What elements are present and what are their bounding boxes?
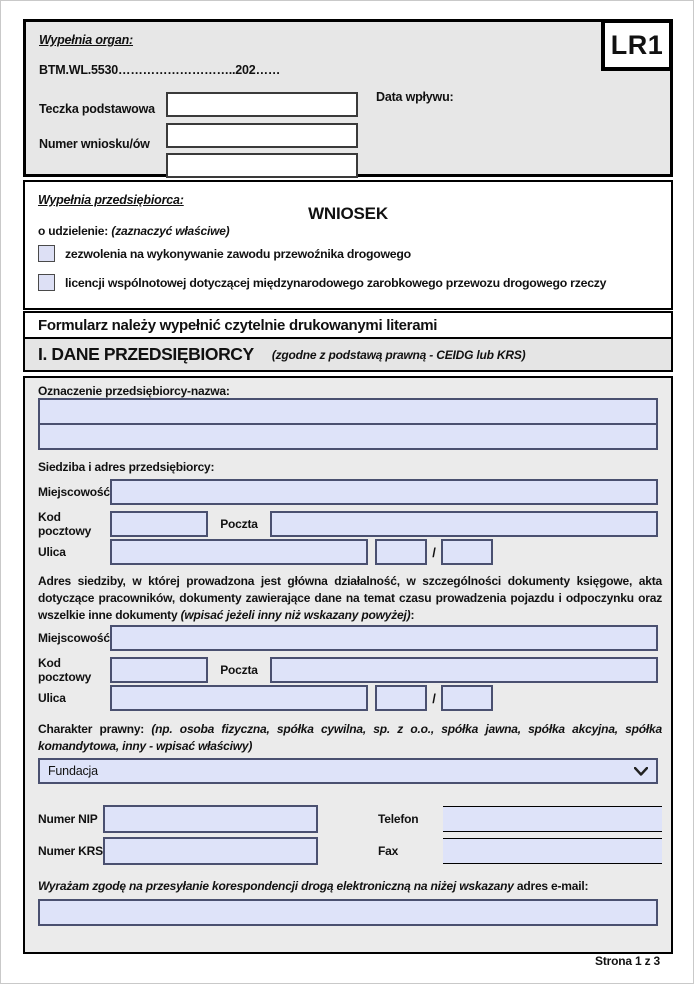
numer-wniosku-label: Numer wniosku/ów <box>39 137 150 151</box>
siedziba-heading: Siedziba i adres przedsiębiorcy: <box>38 460 215 474</box>
wniosek-section <box>23 180 673 310</box>
miejscowosc-label: Miejscowość <box>38 631 110 645</box>
telefon-label: Telefon <box>378 812 419 826</box>
address1-number-separator: / <box>432 544 436 560</box>
ulica-label: Ulica <box>38 691 66 705</box>
email-consent-bold: adres e-mail: <box>516 879 589 893</box>
licencja-checkbox[interactable] <box>38 274 55 291</box>
numer-nip-label: Numer NIP <box>38 812 98 826</box>
reference-number: BTM.WL.5530………………………..202…… <box>39 63 281 77</box>
address2-poczta-input[interactable] <box>270 657 658 683</box>
address2-kod-input[interactable] <box>110 657 208 683</box>
charakter-prawny-label: Charakter prawny: <box>38 722 152 736</box>
charakter-prawny-intro <box>38 721 662 755</box>
checkbox-row-licencja <box>38 274 606 291</box>
address1-miejscowosc-row <box>38 479 658 505</box>
address2-miejscowosc-input[interactable] <box>110 625 658 651</box>
section1-title: I. DANE PRZEDSIĘBIORCY <box>38 344 254 364</box>
telefon-input[interactable] <box>443 806 662 832</box>
chevron-down-icon <box>634 767 648 776</box>
address2-intro-suffix: : <box>410 608 415 623</box>
address1-nr-domu-input[interactable] <box>375 539 427 565</box>
miejscowosc-label: Miejscowość <box>38 485 110 499</box>
email-input[interactable] <box>38 899 658 926</box>
krs-fax-row <box>38 837 662 865</box>
address1-poczta-input[interactable] <box>270 511 658 537</box>
section1-title-note: (zgodne z podstawą prawną - CEIDG lub KRS) <box>271 347 526 362</box>
teczka-podstawowa-input[interactable] <box>166 92 358 117</box>
organ-section <box>23 19 673 177</box>
fax-label: Fax <box>378 844 399 858</box>
zezwolenie-checkbox-label: zezwolenia na wykonywanie zawodu przewoźnika drogowego <box>65 246 411 261</box>
poczta-label: Poczta <box>220 663 258 677</box>
kod-pocztowy-label: Kod pocztowy <box>38 510 92 538</box>
nazwa-input-divider <box>40 423 656 425</box>
form-code-label: LR1 <box>610 29 664 60</box>
address2-nr-domu-input[interactable] <box>375 685 427 711</box>
lr1-form <box>23 19 673 954</box>
data-wplywu-label: Data wpływu: <box>376 90 454 104</box>
wniosek-heading: WNIOSEK <box>308 204 388 223</box>
nip-telefon-row <box>38 805 662 833</box>
o-udzielenie-label: o udzielenie: <box>38 224 109 238</box>
numer-nip-input[interactable] <box>103 805 318 833</box>
address1-miejscowosc-input[interactable] <box>110 479 658 505</box>
form-code-badge <box>601 19 673 71</box>
ulica-label: Ulica <box>38 545 66 559</box>
o-udzielenie-line <box>38 224 229 238</box>
nazwa-input[interactable] <box>38 398 658 450</box>
przedsiebiorca-section-title: Wypełnia przedsiębiorca: <box>38 193 184 207</box>
page-indicator: Strona 1 z 3 <box>595 954 660 968</box>
zezwolenie-checkbox[interactable] <box>38 245 55 262</box>
charakter-prawny-select[interactable] <box>38 758 658 784</box>
address2-nr-lokalu-input[interactable] <box>441 685 493 711</box>
address2-miejscowosc-row <box>38 625 658 651</box>
teczka-podstawowa-label: Teczka podstawowa <box>39 102 155 116</box>
address2-ulica-input[interactable] <box>110 685 368 711</box>
licencja-checkbox-label: licencji wspólnotowej dotyczącej międzynarodowego zarobkowego przewozu drogowego rzeczy <box>65 275 607 290</box>
address2-intro <box>38 573 662 624</box>
instruction-text: Formularz należy wypełnić czytelnie drukowanymi literami <box>38 316 438 334</box>
address2-intro-main: Adres siedziby, w której prowadzona jest główna działalność, w szczególności dokumenty księgowe, akta dotyczące pracowników, dokumenty zawierające dane na temat czasu prowadzenia pojazdu i odpoczynku oraz wszelkie inne dokumenty <box>38 574 662 623</box>
numer-krs-input[interactable] <box>103 837 318 865</box>
address1-ulica-row <box>38 539 658 565</box>
section1-body <box>23 376 673 954</box>
address2-number-separator: / <box>432 690 436 706</box>
kod-pocztowy-label: Kod pocztowy <box>38 656 92 684</box>
checkbox-row-zezwolenie <box>38 245 411 262</box>
charakter-prawny-selected-value: Fundacja <box>48 764 98 778</box>
address2-ulica-row <box>38 685 658 711</box>
numer-krs-label: Numer KRS <box>38 844 103 858</box>
address1-ulica-input[interactable] <box>110 539 368 565</box>
numer-wniosku-input-1[interactable] <box>166 123 358 148</box>
fax-input[interactable] <box>443 838 662 864</box>
nazwa-label: Oznaczenie przedsiębiorcy-nazwa: <box>38 384 230 398</box>
numer-wniosku-input-2[interactable] <box>166 153 358 178</box>
organ-section-title: Wypełnia organ: <box>39 33 134 47</box>
o-udzielenie-note: (zaznaczyć właściwe) <box>111 224 230 238</box>
instruction-row <box>23 311 673 339</box>
address1-kod-input[interactable] <box>110 511 208 537</box>
charakter-prawny-note: (np. osoba fizyczna, spółka cywilna, sp. z o.o., spółka jawna, spółka akcyjna, spółka komandytowa, inny - wpisać właściwy) <box>38 722 662 754</box>
address2-intro-note: (wpisać jeżeli inny niż wskazany powyżej) <box>180 608 411 623</box>
email-consent-main: Wyrażam zgodę na przesyłanie korespondencji drogą elektroniczną na niżej wskazany <box>38 879 517 893</box>
address1-nr-lokalu-input[interactable] <box>441 539 493 565</box>
address2-kod-row <box>38 656 658 684</box>
poczta-label: Poczta <box>220 517 258 531</box>
address1-kod-row <box>38 510 658 538</box>
email-consent-text <box>38 879 662 893</box>
section1-header <box>23 339 673 372</box>
